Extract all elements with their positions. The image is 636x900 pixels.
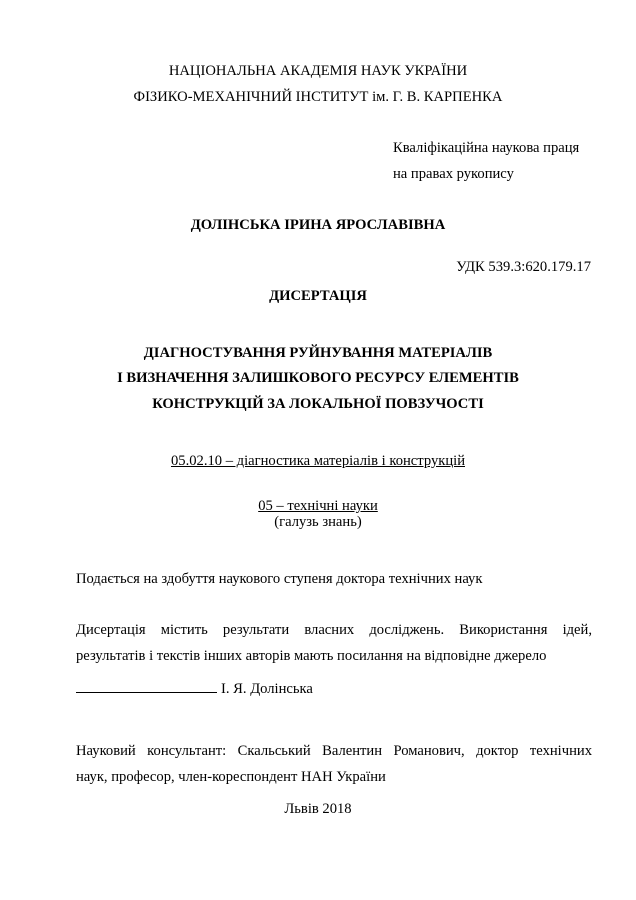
manuscript-note-line-2: на правах рукопису xyxy=(393,166,514,182)
institute-name: ФІЗИКО-МЕХАНІЧНИЙ ІНСТИТУТ ім. Г. В. КАРПЕНКА xyxy=(133,89,503,105)
consultant-line-2: наук, професор, член-кореспондент НАН України xyxy=(76,769,386,785)
originality-statement-line-2: результатів і текстів інших авторів мають посилання на відповідне джерело xyxy=(76,648,547,664)
document-type: ДИСЕРТАЦІЯ xyxy=(269,288,367,304)
academy-name: НАЦІОНАЛЬНА АКАДЕМІЯ НАУК УКРАЇНИ xyxy=(168,63,468,79)
submission-statement: Подається на здобуття наукового ступеня доктора технічних наук xyxy=(76,571,483,587)
thesis-title-line-3: КОНСТРУКЦІЙ ЗА ЛОКАЛЬНОЇ ПОВЗУЧОСТІ xyxy=(152,396,484,412)
manuscript-note-line-1: Кваліфікаційна наукова праця xyxy=(393,140,580,156)
field-code: 05 – технічні науки xyxy=(258,498,378,514)
specialty xyxy=(0,452,636,470)
field-caption: (галузь знань) xyxy=(274,514,362,530)
specialty-text: 05.02.10 – діагностика матеріалів і конструкцій xyxy=(170,453,466,469)
signature-line xyxy=(76,679,217,693)
thesis-title-line-1: ДІАГНОСТУВАННЯ РУЙНУВАННЯ МАТЕРІАЛІВ xyxy=(143,345,493,361)
signature-name: І. Я. Долінська xyxy=(221,681,313,697)
author-name: ДОЛІНСЬКА ІРИНА ЯРОСЛАВІВНА xyxy=(190,217,446,233)
consultant-line-1: Науковий консультант: Скальський Валентин Романович, доктор технічних xyxy=(76,743,592,759)
thesis-title-line-2: І ВИЗНАЧЕННЯ ЗАЛИШКОВОГО РЕСУРСУ ЕЛЕМЕНТІВ xyxy=(117,370,519,386)
signature-row xyxy=(76,679,313,698)
udc-code: УДК 539.3:620.179.17 xyxy=(456,259,591,275)
originality-statement-line-1: Дисертація містить результати власних досліджень. Використання ідей, xyxy=(76,622,592,638)
place-and-year: Львів 2018 xyxy=(284,801,352,817)
